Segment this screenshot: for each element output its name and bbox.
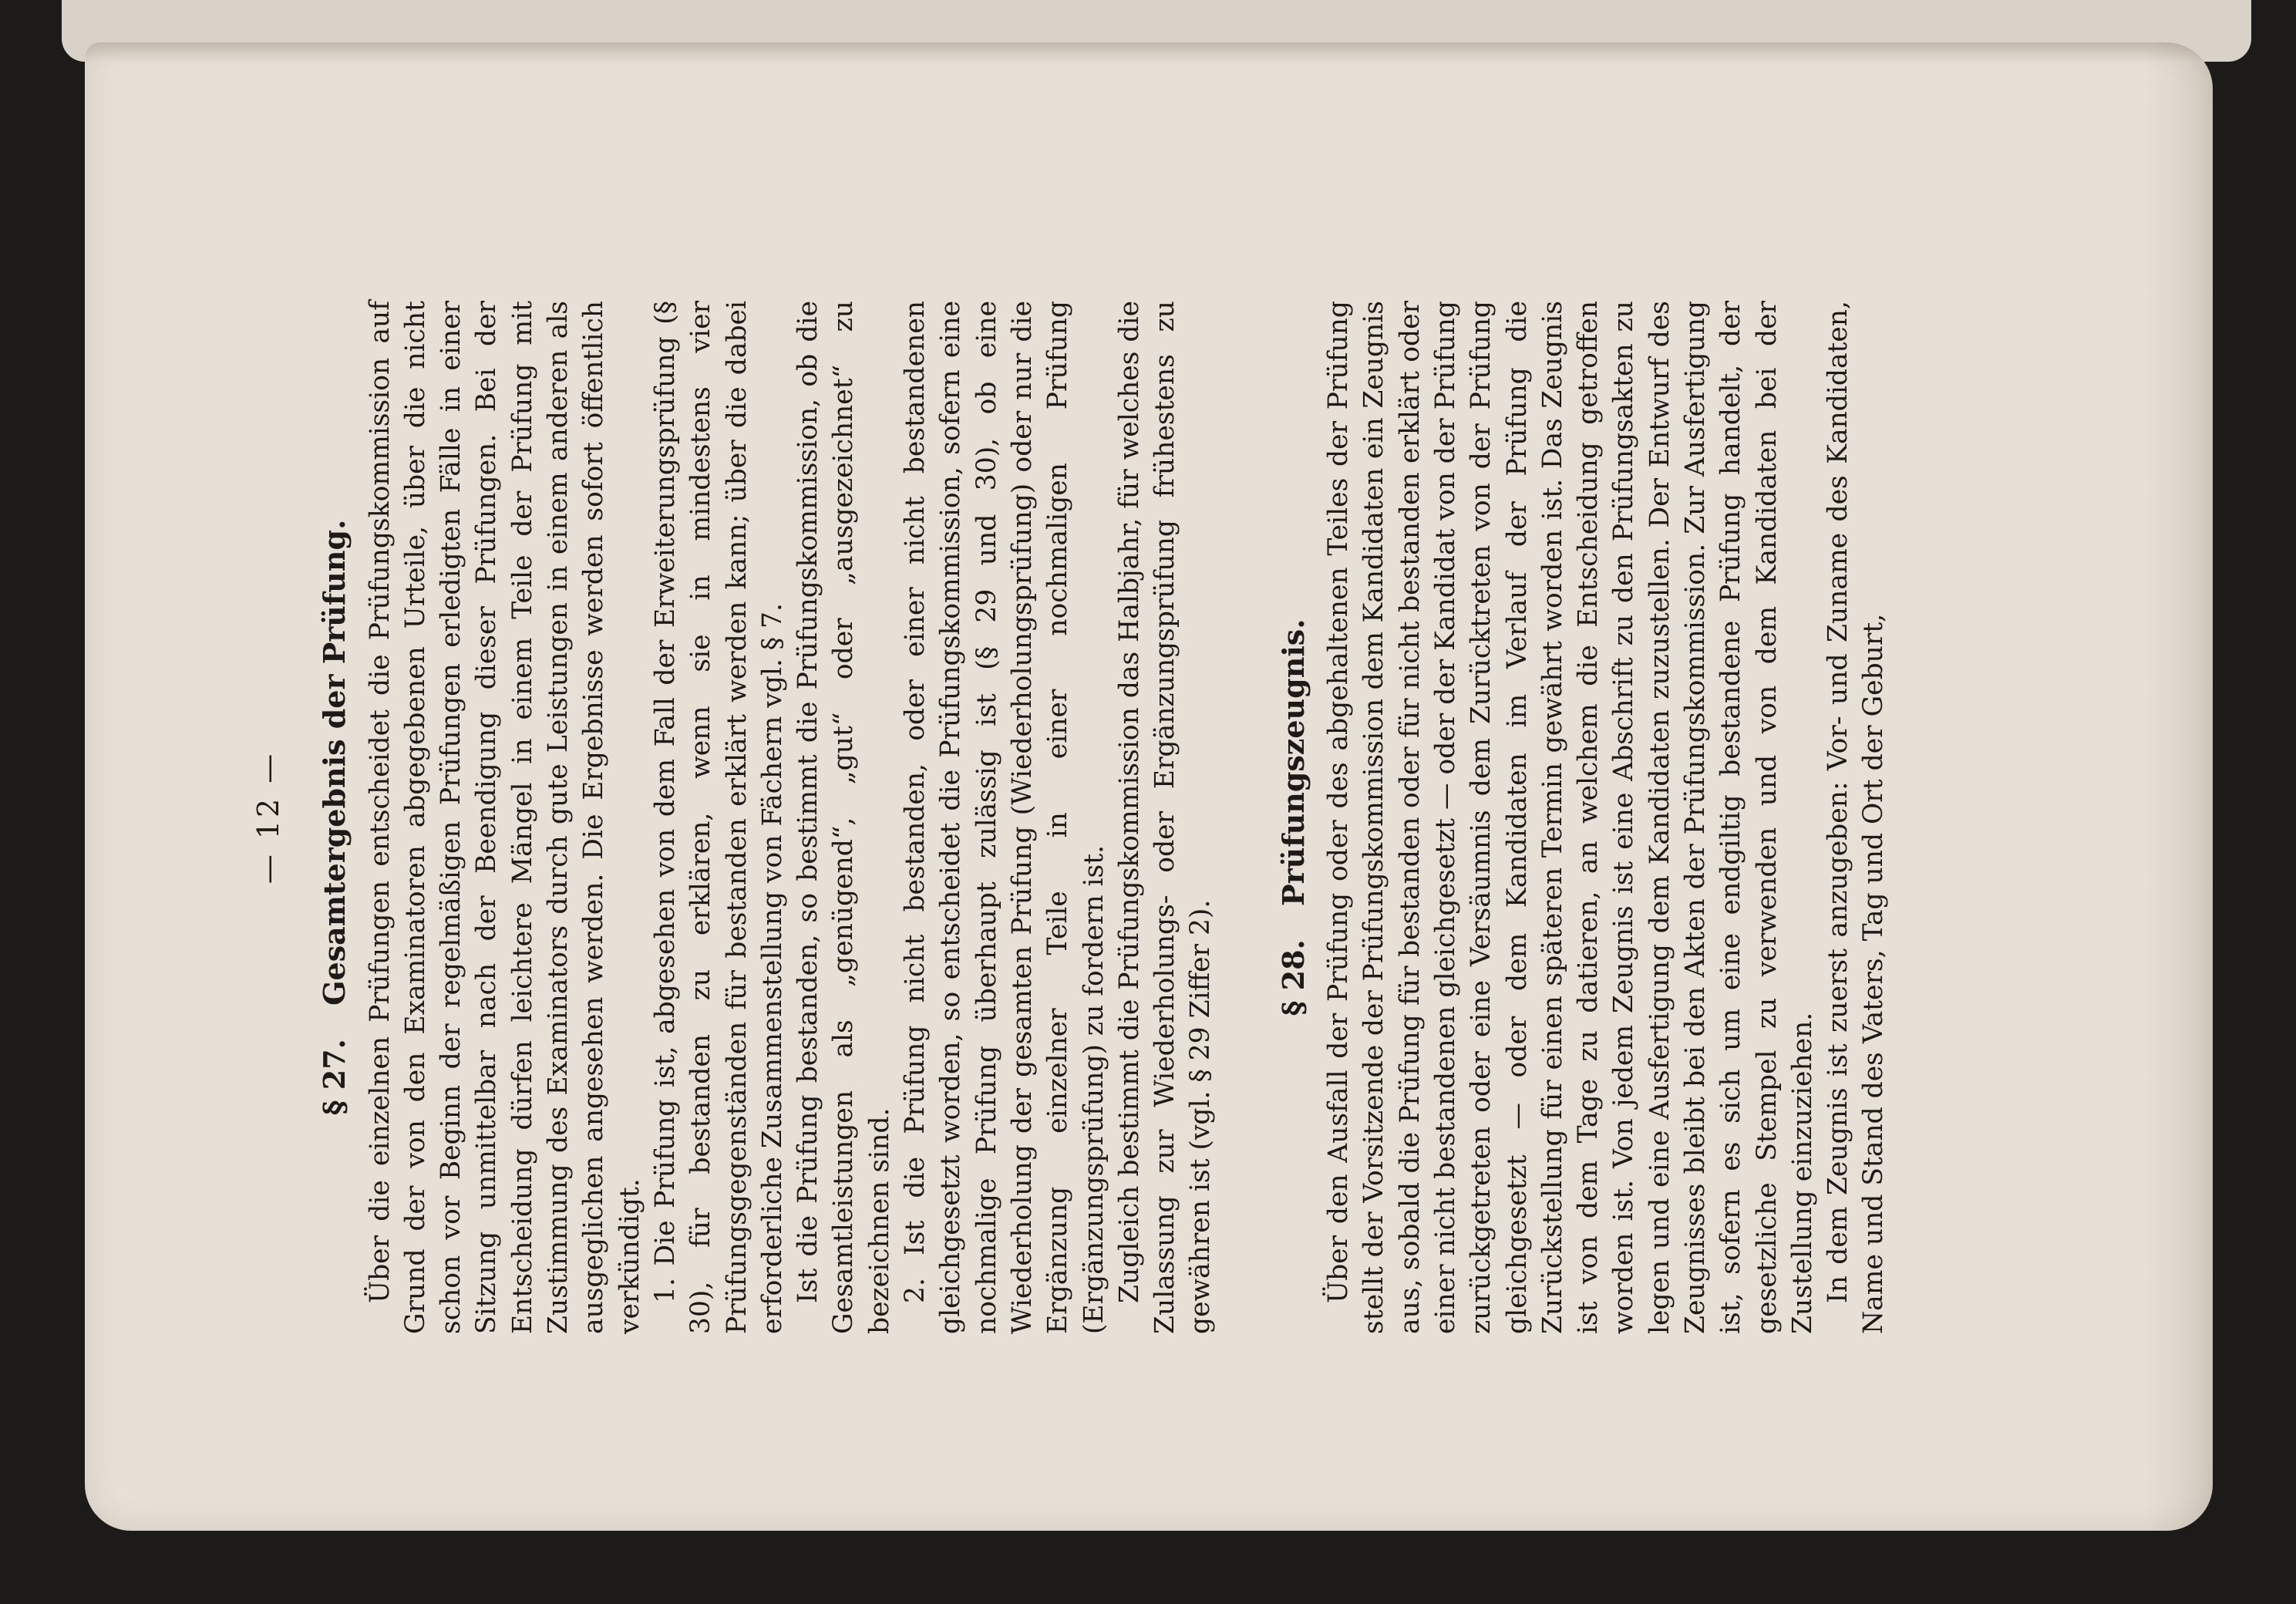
paragraph: Ist die Prüfung bestanden, so bestimmt die Prüfungskommission, ob die Gesamtleistungen als „genügend“, „gut“ oder „ausgezeichnet“ zu bezeichnen sind. (793, 301, 895, 1334)
paragraph: In dem Zeugnis ist zuerst anzugeben: Vor- und Zuname des Kandidaten, Name und Stand des Vaters, Tag und Ort der Geburt, (1823, 301, 1890, 1334)
paragraph: Über den Ausfall der Prüfung oder des abgehaltenen Teiles der Prüfung stellt der Vorsitzende der Prüfungskommission dem Kandidaten ein Zeugnis aus, sobald die Prüfung für bestanden oder für nicht bestanden erklärt oder einer nicht bestandenen gleichgesetzt — oder der Kandidat von der Prüfung zurückgetreten oder eine Versäumnis dem Zurücktreten von der Prüfung gleichgesetzt — oder dem Kandidaten im Verlauf der Prüfung die Zurückstellung für einen späteren Termin gewährt worden ist. Das Zeugnis ist von dem Tage zu datieren, an welchem die Entscheidung getroffen worden ist. Von jedem Zeugnis ist eine Abschrift zu den Prüfungsakten zu legen und eine Ausfertigung dem Kandidaten zuzustellen. Der Entwurf des Zeugnisses bleibt bei den Akten der Prüfungskommission. Zur Ausfertigung ist, sofern es sich um eine endgiltig bestandene Prüfung handelt, der gesetzliche Stempel zu verwenden und von dem Kandidaten bei der Zustellung einzuziehen. (1323, 301, 1818, 1334)
section-gap (1219, 301, 1265, 1334)
paragraph: 2. Ist die Prüfung nicht bestanden, oder einer nicht bestandenen gleichgesetzt worden, so entscheidet die Prüfungskommission, sofern eine nochmalige Prüfung überhaupt zulässig ist (§ 29 und 30), ob eine Wiederholung der gesamten Prüfung (Wiederholungsprüfung) oder nur die Ergänzung einzelner Teile in einer nochmaligen Prüfung (Ergänzungsprüfung) zu fordern ist. (900, 301, 1109, 1334)
paragraph: Zugleich bestimmt die Prüfungskommission das Halbjahr, für welches die Zulassung zur Wiederholungs- oder Ergänzungsprüfung frühestens zu gewähren ist (vgl. § 29 Ziffer 2). (1113, 301, 1217, 1334)
paragraph: Über die einzelnen Prüfungen entscheidet die Prüfungskommission auf Grund der von den Examinatoren abgegebenen Urteile, über die nicht schon vor Beginn der regelmäßigen Prüfungen erledigten Fälle in einer Sitzung unmittelbar nach der Beendigung dieser Prüfungen. Bei der Entscheidung dürfen leichtere Mängel in einem Teile der Prüfung mit Zustimmung des Examinators durch gute Leistungen in einem anderen als ausgeglichen angesehen werden. Die Ergebnisse werden sofort öffentlich verkündigt. (364, 301, 645, 1334)
section-title: Prüfungszeugnis. (1275, 618, 1311, 906)
section-title: Gesamtergebnis der Prüfung. (317, 519, 352, 1006)
section-number: § 28. (1275, 939, 1311, 1016)
section-heading-27 (317, 301, 352, 1334)
book-page (85, 42, 2213, 1531)
paragraph: 1. Die Prüfung ist, abgesehen von dem Fall der Erweiterungsprüfung (§ 30), für bestanden zu erklären, wenn sie in mindestens vier Prüfungsgegenständen für bestanden erklärt werden kann; über die dabei erforderliche Zusammenstellung von Fächern vgl. § 7. (649, 301, 788, 1334)
section-number: § 27. (317, 1039, 352, 1116)
page-number: — 12 — (251, 750, 285, 885)
section-heading-28 (1276, 301, 1311, 1334)
page-text (251, 301, 1892, 1334)
rotated-text-frame (85, 42, 2213, 1531)
